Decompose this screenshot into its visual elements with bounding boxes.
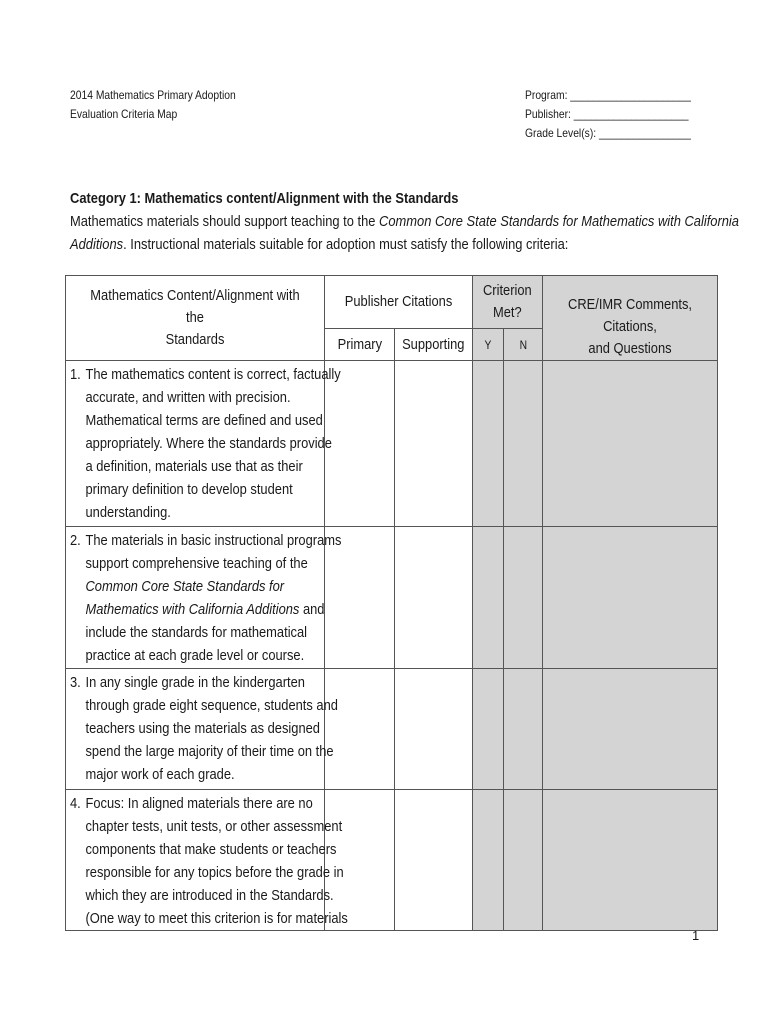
criterion-cell [66,790,348,931]
table-row [66,361,718,527]
criterion-number: 1. [70,366,81,383]
document-header-right [525,86,691,143]
desc-text: Mathematics materials should support teaching to the [70,213,380,230]
criterion-text-line: teachers using the materials as designed [85,720,320,737]
publisher-field: Publisher: ____________________ [525,107,689,121]
document-subtitle: Evaluation Criteria Map [70,107,178,121]
criterion-text-line: The materials in basic instructional programs [85,532,342,549]
criterion-cell [66,361,341,527]
criterion-text-line: Common Core State Standards for [85,578,285,595]
supporting-citation-cell[interactable] [395,527,473,669]
criterion-text-line: components that make students or teachers [85,841,337,858]
criterion-text-line: appropriately. Where the standards provide [85,435,332,452]
criterion-text-line: include the standards for mathematical [85,624,308,641]
page-number: 1 [692,928,700,943]
comments-cell[interactable] [543,361,718,527]
col-header-content-alignment: Mathematics Content/Alignment with the Standards [66,276,325,361]
criterion-text-line: through grade eight sequence, students and [85,697,338,714]
col-header-no: N [504,329,543,361]
criterion-yes-cell[interactable] [473,361,504,527]
supporting-citation-cell[interactable] [395,790,473,931]
criterion-no-cell[interactable] [504,361,543,527]
criterion-text-line: spend the large majority of their time on the [85,743,334,760]
criterion-text-line: In any single grade in the kindergarten [85,674,305,691]
criterion-yes-cell[interactable] [473,790,504,931]
criterion-text-line: Focus: In aligned materials there are no [85,795,313,812]
col-header-publisher-citations: Publisher Citations [325,276,473,329]
document-title: 2014 Mathematics Primary Adoption [70,88,236,102]
table-row [66,790,718,931]
criterion-text-line: understanding. [85,504,171,521]
grade-level-field: Grade Level(s): ________________ [525,126,691,140]
criterion-text-line: Mathematical terms are defined and used [85,412,323,429]
document-header-left [70,86,236,124]
criterion-text-line: The mathematics content is correct, factually [85,366,341,383]
criterion-cell [66,527,342,669]
category-section [70,188,739,256]
criterion-text-line: chapter tests, unit tests, or other assessment [85,818,343,835]
category-description [70,210,739,256]
criterion-text-line: primary definition to develop student [85,481,293,498]
criterion-yes-cell[interactable] [473,669,504,790]
criterion-text-line: which they are introduced in the Standards. [85,887,334,904]
desc-standards-name-end: Additions [70,236,124,253]
col-header-yes: Y [473,329,504,361]
comments-cell[interactable] [543,669,718,790]
supporting-citation-cell[interactable] [395,669,473,790]
evaluation-criteria-table [65,275,718,931]
criterion-number: 4. [70,795,81,812]
criterion-no-cell[interactable] [504,527,543,669]
criterion-text-line: (One way to meet this criterion is for materials [85,910,348,927]
table-row [66,527,718,669]
desc-text-end: . Instructional materials suitable for adoption must satisfy the following criteria: [123,236,569,253]
criterion-text-line: a definition, materials use that as their [85,458,303,475]
criterion-no-cell[interactable] [504,790,543,931]
col-header-primary: Primary [325,329,395,361]
category-title: Category 1: Mathematics content/Alignment with the Standards [70,190,459,207]
criterion-text-line: practice at each grade level or course. [85,647,305,664]
supporting-citation-cell[interactable] [395,361,473,527]
criterion-text-line: responsible for any topics before the grade in [85,864,344,881]
criterion-number: 3. [70,674,81,691]
criterion-text-line: support comprehensive teaching of the [85,555,308,572]
col-header-criterion-met: Criterion Met? [473,276,543,329]
comments-cell[interactable] [543,790,718,931]
criterion-no-cell[interactable] [504,669,543,790]
col-header-supporting: Supporting [395,329,473,361]
table-row [66,669,718,790]
criterion-text-line: major work of each grade. [85,766,235,783]
criterion-text: and [299,601,325,618]
criterion-yes-cell[interactable] [473,527,504,669]
col-header-comments: CRE/IMR Comments, Citations, and Questions [543,276,718,361]
criterion-text-line: accurate, and written with precision. [85,389,291,406]
criterion-cell [66,669,338,790]
criterion-text-italic: Mathematics with California Additions [85,601,300,618]
criterion-number: 2. [70,532,81,549]
comments-cell[interactable] [543,527,718,669]
desc-standards-name: Common Core State Standards for Mathematics with California [379,213,739,230]
program-field: Program: _____________________ [525,88,691,102]
